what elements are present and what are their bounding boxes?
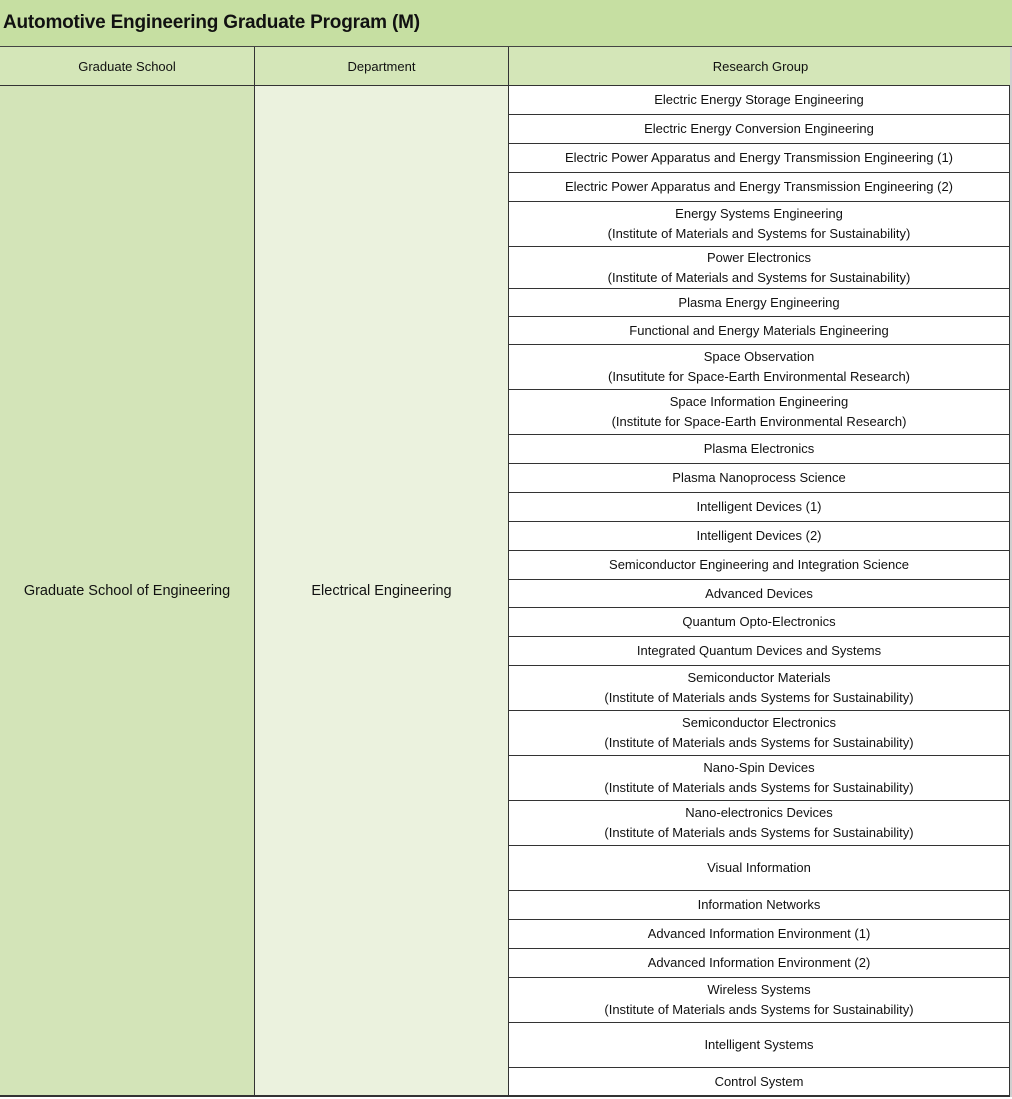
research-group-name: Plasma Energy Engineering xyxy=(678,294,840,310)
research-group-name: Advanced Devices xyxy=(705,585,813,601)
research-group-name: Nano-electronics Devices xyxy=(685,805,833,820)
research-group-name: Power Electronics xyxy=(706,249,812,265)
research-group-name: Semiconductor Electronics xyxy=(682,715,836,730)
graduate-school-cell: Graduate School of Engineering xyxy=(0,86,255,1095)
research-group-name: Integrated Quantum Devices and Systems xyxy=(636,643,882,658)
research-group-name: Space Observation xyxy=(703,349,815,364)
page-title: Automotive Engineering Graduate Program (M) xyxy=(3,12,420,33)
research-group-row xyxy=(509,435,1010,464)
research-group-row xyxy=(509,202,1010,247)
research-group-row xyxy=(509,846,1010,891)
research-group-name: Electric Energy Conversion Engineering xyxy=(644,121,874,136)
research-group-row xyxy=(509,608,1010,637)
department-cell: Electrical Engineering xyxy=(255,86,509,1095)
research-group-name: Semiconductor Materials xyxy=(687,670,831,685)
research-group-row xyxy=(509,891,1010,920)
research-group-list xyxy=(509,86,1012,1095)
research-group-name: Functional and Energy Materials Engineering xyxy=(629,322,889,338)
research-group-institute: (Institute of Materials ands Systems for Sustainability) xyxy=(604,690,914,705)
header-row xyxy=(0,47,1012,86)
research-group-row xyxy=(509,493,1010,522)
research-group-name: Plasma Nanoprocess Science xyxy=(672,470,846,485)
research-group-row xyxy=(509,1068,1010,1097)
research-group-row xyxy=(509,711,1010,756)
research-group-row xyxy=(509,637,1010,666)
research-group-row xyxy=(509,289,1010,317)
research-group-institute: (Institute of Materials ands Systems for Sustainability) xyxy=(604,1002,914,1017)
research-group-row xyxy=(509,390,1010,435)
research-group-name: Plasma Electronics xyxy=(703,441,815,456)
research-group-row xyxy=(509,144,1010,173)
research-group-name: Energy Systems Engineering xyxy=(675,206,843,221)
research-group-name: Electric Power Apparatus and Energy Transmission Engineering (2) xyxy=(564,179,954,194)
research-group-row xyxy=(509,522,1010,551)
research-group-institute: (Institute of Materials ands Systems for Sustainability) xyxy=(604,735,914,750)
table-bottom-border xyxy=(0,1095,1012,1097)
research-group-row xyxy=(509,115,1010,144)
research-group-name: Semiconductor Engineering and Integration Science xyxy=(609,557,909,572)
research-group-institute: (Institute of Materials ands Systems for Sustainability) xyxy=(604,825,914,840)
research-group-row xyxy=(509,801,1010,846)
research-group-name: Advanced Information Environment (2) xyxy=(647,955,871,970)
research-group-name: Space Information Engineering xyxy=(669,394,849,409)
research-group-row xyxy=(509,580,1010,608)
research-group-row xyxy=(509,920,1010,949)
research-group-name: Visual Information xyxy=(707,860,811,875)
research-group-institute: (Institute for Space-Earth Environmental Research) xyxy=(611,414,907,429)
research-group-name: Intelligent Systems xyxy=(704,1037,814,1052)
research-group-name: Intelligent Devices (1) xyxy=(696,499,822,514)
research-group-institute: (Institute of Materials and Systems for Sustainability) xyxy=(607,269,911,285)
research-group-row xyxy=(509,756,1010,801)
research-group-row xyxy=(509,317,1010,345)
title-bar xyxy=(0,0,1012,47)
research-group-institute: (Insutitute for Space-Earth Environmental Research) xyxy=(607,369,911,384)
header-department: Department xyxy=(255,47,509,86)
research-group-row xyxy=(509,1023,1010,1068)
research-group-row xyxy=(509,345,1010,390)
header-graduate-school: Graduate School xyxy=(0,47,255,86)
research-group-row xyxy=(509,464,1010,493)
research-group-row xyxy=(509,173,1010,202)
research-group-row xyxy=(509,551,1010,580)
research-group-row xyxy=(509,949,1010,978)
research-group-row xyxy=(509,666,1010,711)
research-group-row xyxy=(509,86,1010,115)
header-research-group: Research Group xyxy=(509,47,1012,86)
research-group-row xyxy=(509,247,1010,289)
research-group-row xyxy=(509,978,1010,1023)
research-group-name: Advanced Information Environment (1) xyxy=(647,926,871,941)
research-group-name: Intelligent Devices (2) xyxy=(696,528,822,543)
research-group-name: Electric Energy Storage Engineering xyxy=(654,92,864,107)
research-group-institute: (Institute of Materials ands Systems for Sustainability) xyxy=(604,780,914,795)
research-group-name: Electric Power Apparatus and Energy Transmission Engineering (1) xyxy=(564,150,954,165)
research-group-name: Quantum Opto-Electronics xyxy=(682,614,836,629)
research-group-institute: (Institute of Materials and Systems for Sustainability) xyxy=(607,226,911,241)
research-group-name: Control System xyxy=(714,1074,804,1089)
research-group-name: Nano-Spin Devices xyxy=(703,760,815,775)
research-group-name: Information Networks xyxy=(697,897,821,912)
research-group-name: Wireless Systems xyxy=(707,982,811,997)
